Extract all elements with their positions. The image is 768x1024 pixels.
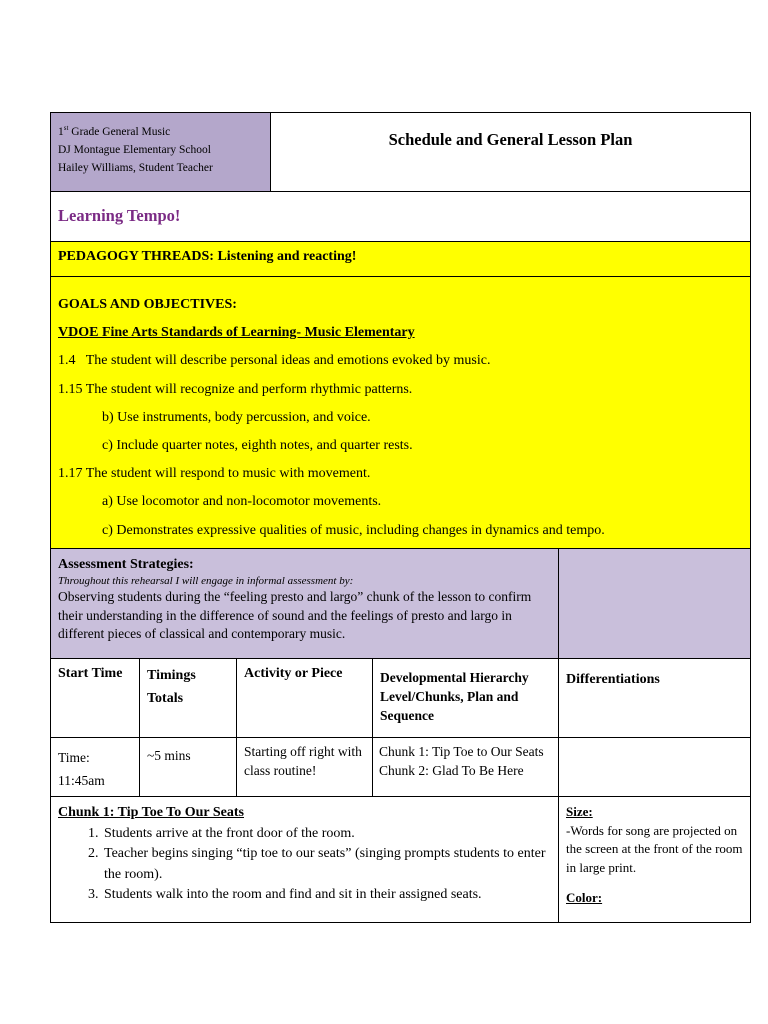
header-timings: Timings Totals — [140, 659, 237, 737]
chunk-plan — [51, 797, 559, 922]
lesson-title: Learning Tempo! — [58, 206, 181, 225]
objective-1-15-c: c) Include quarter notes, eighth notes, and quarter rests. — [102, 438, 413, 454]
goals-heading: GOALS AND OBJECTIVES: — [58, 297, 237, 312]
size-label: Size: — [566, 804, 593, 819]
list-item: 2. Teacher begins singing “tip toe to our seats” (singing prompts students to enter the room). — [102, 844, 551, 885]
row-differentiations — [559, 738, 750, 796]
row-duration: ~5 mins — [140, 738, 237, 796]
objective-1-4: 1.4 The student will describe personal ideas and emotions evoked by music. — [58, 353, 491, 369]
lesson-title-row — [50, 191, 751, 241]
header-activity: Activity or Piece — [237, 659, 373, 737]
teacher-name: Hailey Williams, Student Teacher — [58, 161, 213, 174]
chunk-differentiations — [559, 797, 750, 922]
table-row — [50, 737, 751, 796]
school-info — [51, 113, 271, 191]
size-text: -Words for song are projected on the screen at the front of the room in large print. — [566, 822, 743, 875]
list-item: 3. Students walk into the room and find and sit in their assigned seats. — [102, 885, 551, 906]
header-differentiations: Differentiations — [566, 672, 660, 687]
assessment-body: Observing students during the “feeling presto and largo” chunk of the lesson to confirm their understanding in the difference of sound and the feelings of presto and largo in different pieces of classical and contemporary music. — [58, 589, 532, 641]
row-activity: Starting off right with class routine! — [237, 738, 373, 796]
header-hierarchy: Developmental Hierarchy Level/Chunks, Plan and Sequence — [373, 659, 559, 737]
table-header-row — [50, 658, 751, 737]
grade-line: 1st Grade General Music — [58, 124, 171, 138]
page-title: Schedule and General Lesson Plan — [388, 130, 633, 149]
objective-1-17: 1.17 The student will respond to music with movement. — [58, 466, 371, 482]
school-name: DJ Montague Elementary School — [58, 143, 211, 156]
pedagogy-row — [50, 241, 751, 276]
chunk-heading: Chunk 1: Tip Toe To Our Seats — [58, 805, 244, 820]
standards-heading: VDOE Fine Arts Standards of Learning- Music Elementary — [58, 325, 415, 341]
assessment-heading: Assessment Strategies: — [58, 557, 194, 572]
header-row — [50, 112, 751, 191]
objective-1-15: 1.15 The student will recognize and perform rhythmic patterns. — [58, 381, 413, 397]
chunk-row — [50, 796, 751, 923]
objective-1-17-a: a) Use locomotor and non-locomotor movements. — [102, 494, 382, 510]
list-item: 1. Students arrive at the front door of the room. — [102, 824, 551, 845]
header-start-time: Start Time — [51, 659, 140, 737]
pedagogy-threads: PEDAGOGY THREADS: Listening and reacting! — [58, 249, 357, 264]
lesson-plan-document — [50, 112, 751, 923]
row-chunks: Chunk 1: Tip Toe to Our Seats Chunk 2: Glad To Be Here — [373, 738, 559, 796]
objective-1-15-b: b) Use instruments, body percussion, and voice. — [102, 409, 371, 425]
assessment-cell — [51, 549, 559, 658]
assessment-row — [50, 548, 751, 658]
chunk-steps — [58, 824, 551, 906]
goals-section — [50, 276, 751, 548]
assessment-subheading: Throughout this rehearsal I will engage in informal assessment by: — [58, 575, 354, 587]
row-time: Time: 11:45am — [51, 738, 140, 796]
color-label: Color: — [566, 890, 603, 905]
objective-1-17-c: c) Demonstrates expressive qualities of music, including changes in dynamics and tempo. — [102, 522, 605, 538]
